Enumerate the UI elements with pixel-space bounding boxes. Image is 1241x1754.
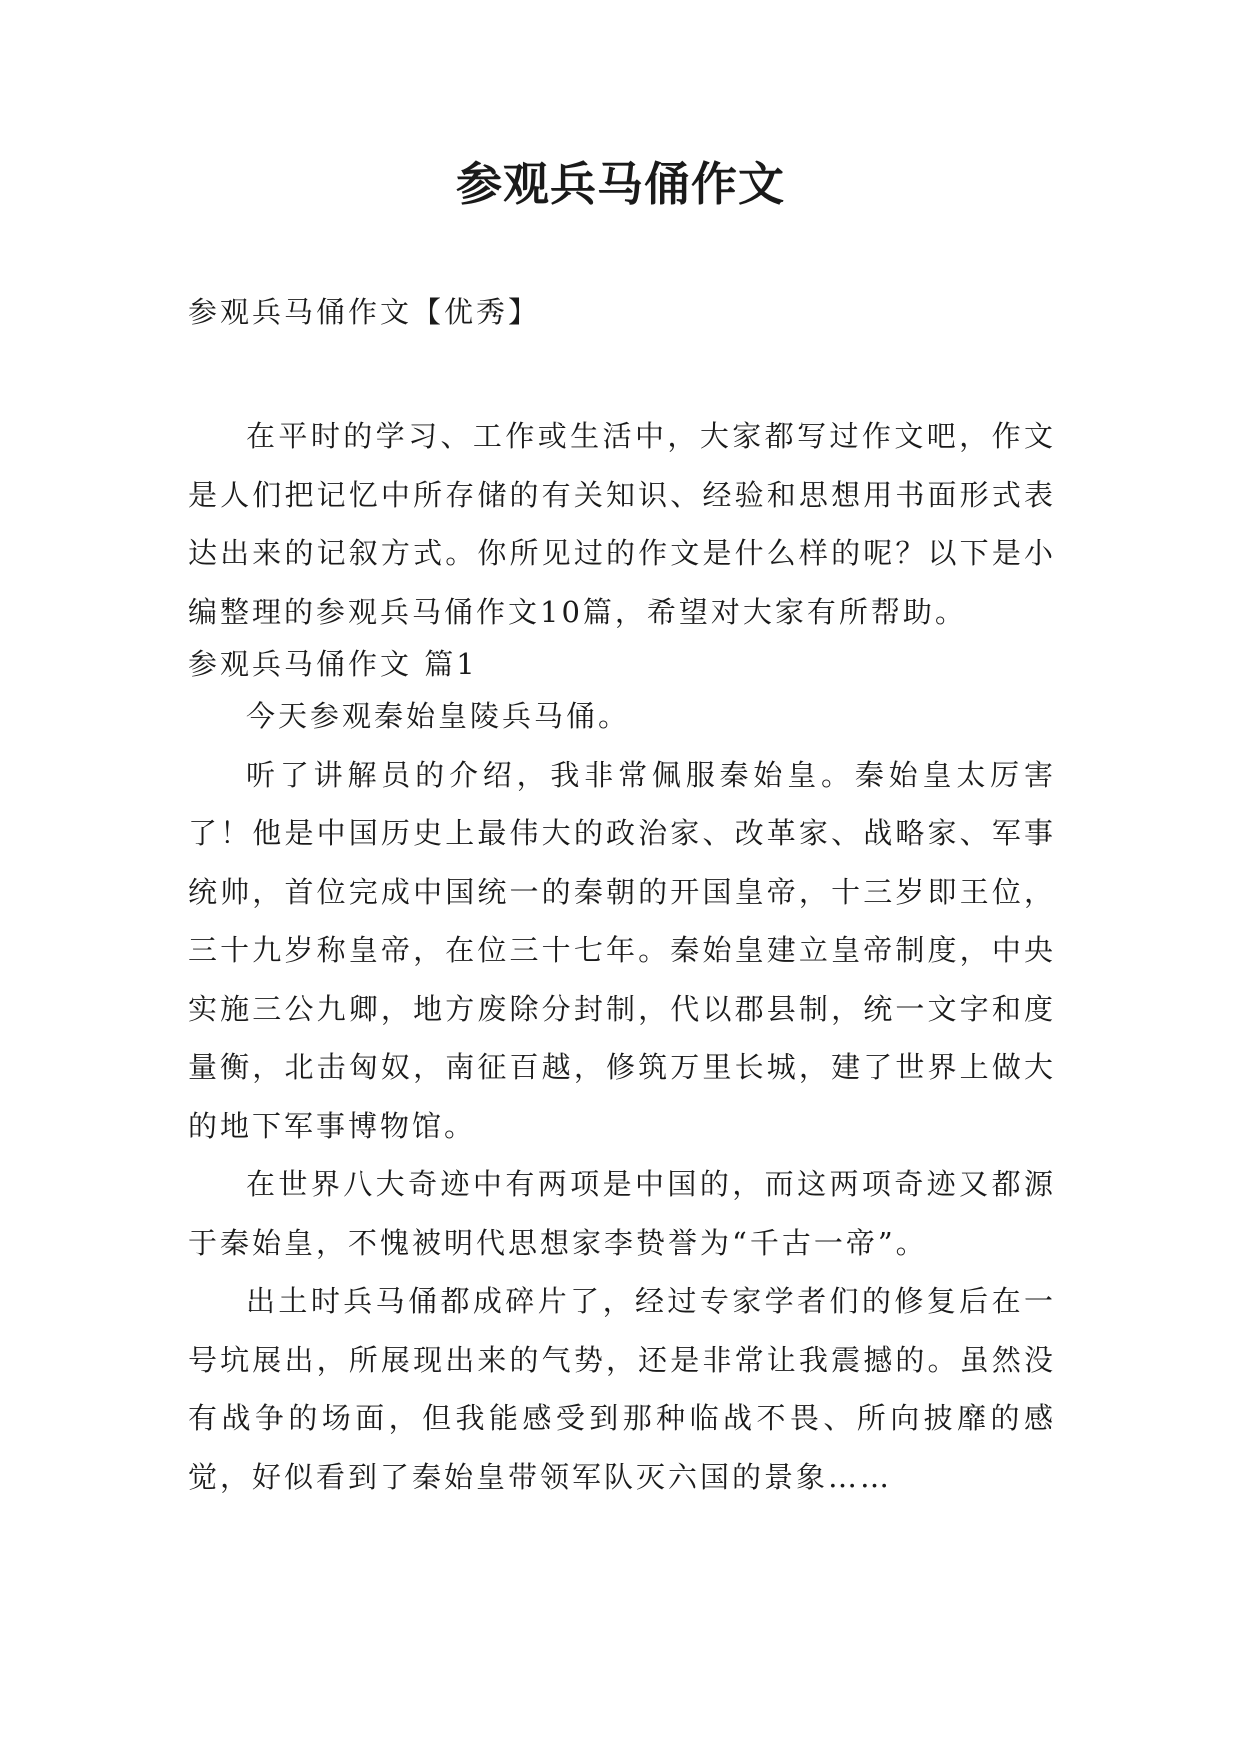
document-body <box>188 407 1056 1506</box>
body-paragraph: 今天参观秦始皇陵兵马俑。 <box>246 699 631 733</box>
section-heading: 参观兵马俑作文 篇1 <box>188 647 478 681</box>
body-paragraph: 出土时兵马俑都成碎片了，经过专家学者们的修复后在一号坑展出，所展现出来的气势，还是非常让我震撼的。虽然没有战争的场面，但我能感受到那种临战不畏、所向披靡的感觉，好似看到了秦始皇带领军队灭六国的景象…… <box>188 1284 1056 1494</box>
document-subtitle: 参观兵马俑作文【优秀】 <box>188 295 541 329</box>
body-paragraph: 在世界八大奇迹中有两项是中国的，而这两项奇迹又都源于秦始皇，不愧被明代思想家李贽誉为“千古一帝”。 <box>188 1167 1056 1260</box>
intro-paragraph: 在平时的学习、工作或生活中，大家都写过作文吧，作文是人们把记忆中所存储的有关知识、经验和思想用书面形式表达出来的记叙方式。你所见过的作文是什么样的呢？以下是小编整理的参观兵马俑作文10篇，希望对大家有所帮助。 <box>188 419 1056 629</box>
body-paragraph: 听了讲解员的介绍，我非常佩服秦始皇。秦始皇太厉害了！他是中国历史上最伟大的政治家、改革家、战略家、军事统帅，首位完成中国统一的秦朝的开国皇帝，十三岁即王位，三十九岁称皇帝，在位三十七年。秦始皇建立皇帝制度，中央实施三公九卿，地方废除分封制，代以郡县制，统一文字和度量衡，北击匈奴，南征百越，修筑万里长城，建了世界上做大的地下军事博物馆。 <box>188 757 1056 1143</box>
document-title: 参观兵马俑作文 <box>456 157 785 211</box>
